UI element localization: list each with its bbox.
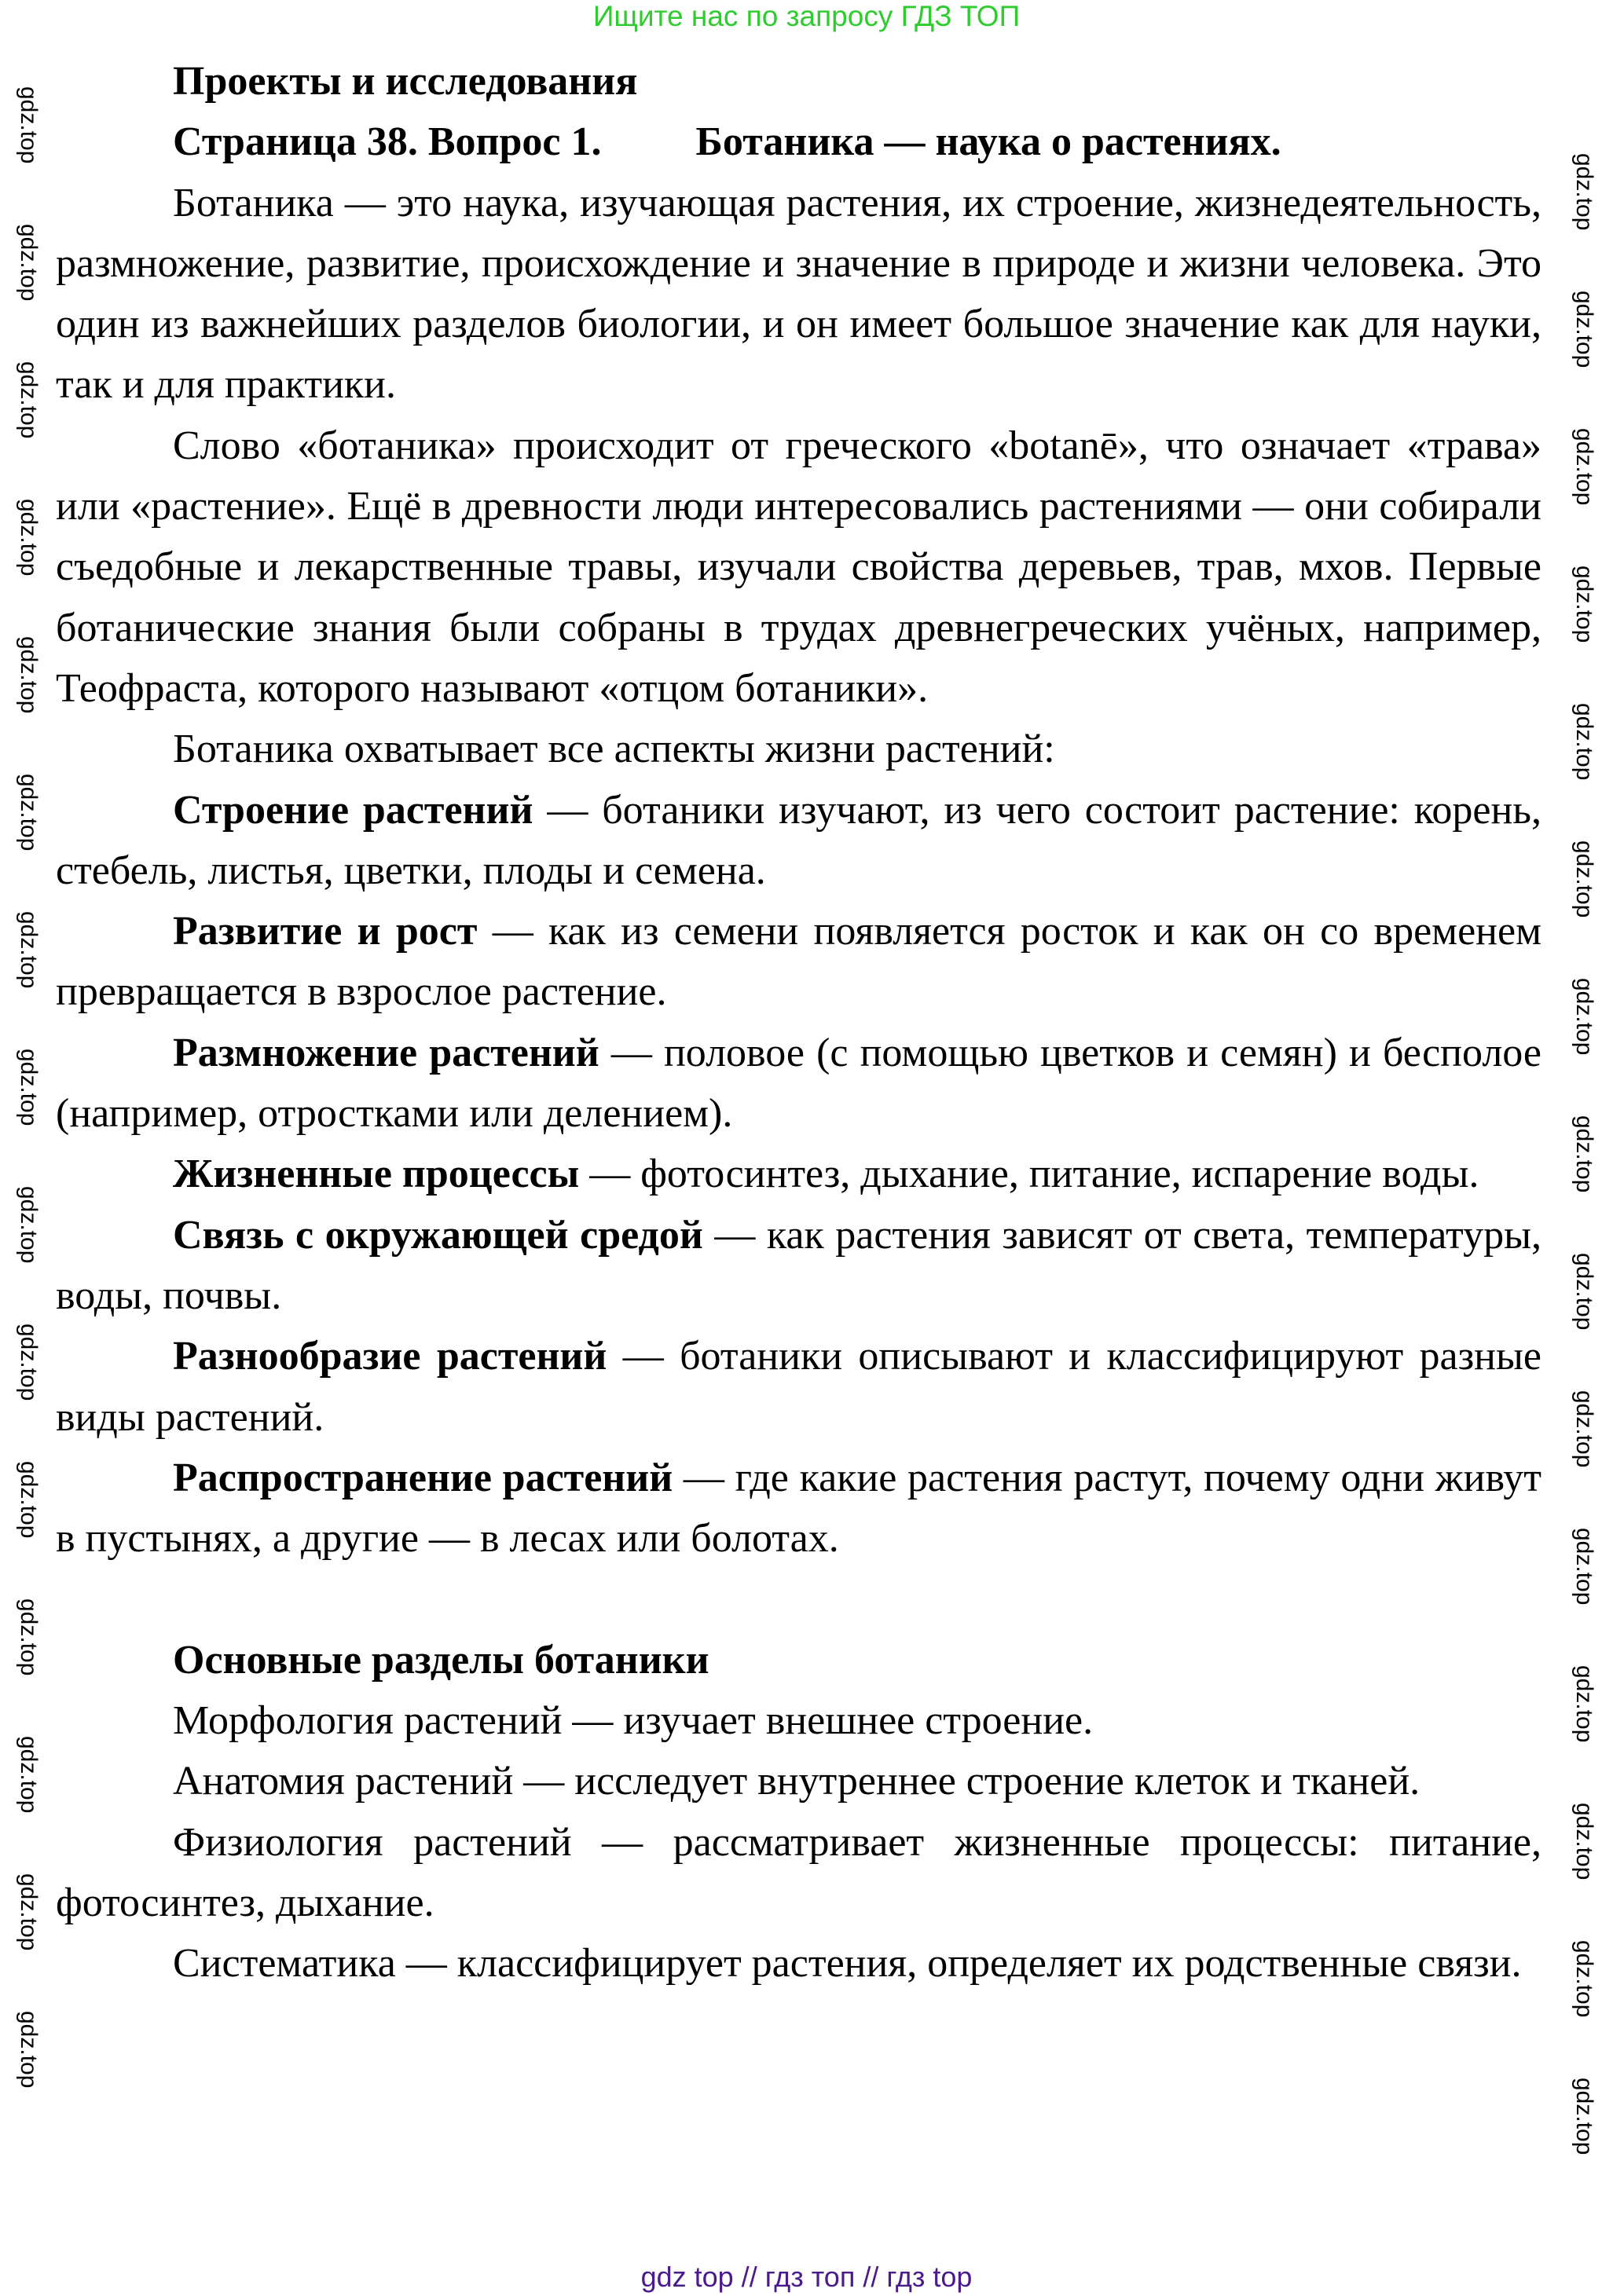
watermark: gdz.top [1571,1665,1597,1743]
section-item: Физиология растений — рассматривает жизненные процессы: питание, фотосинтез, дыхание. [56,1819,1542,1925]
aspect-text: — ботаники описывают и классифицируют разные виды растений. [56,1334,1542,1440]
watermark: gdz.top [16,86,42,164]
aspect-text: — фотосинтез, дыхание, питание, испарение воды. [579,1152,1479,1197]
aspect-text: — половое (с помощью цветков и семян) и бесполое (например, отростками или делением). [56,1030,1542,1137]
watermark: gdz.top [16,224,42,302]
aspect-item [56,1205,1542,1327]
watermark: gdz.top [16,1736,42,1814]
watermark: gdz.top [16,1049,42,1126]
watermark: gdz.top [1571,840,1597,918]
watermark: gdz.top [16,499,42,577]
section-item: Анатомия растений — исследует внутреннее строение клеток и тканей. [173,1759,1421,1804]
watermark: gdz.top [16,636,42,714]
watermark: gdz.top [1571,428,1597,506]
aspect-term: Жизненные процессы [173,1152,580,1197]
watermark: gdz.top [1571,978,1597,1056]
aspect-text: — где какие растения растут, почему одни живут в пустынях, а другие — в лесах или болотах. [56,1455,1542,1562]
watermark: gdz.top [1571,703,1597,781]
watermark: gdz.top [16,1461,42,1539]
section-item: Систематика — классифицирует растения, определяет их родственные связи. [173,1941,1522,1987]
aspect-term: Строение растений [173,787,533,833]
watermark: gdz.top [1571,1390,1597,1468]
watermark: gdz.top [1571,1803,1597,1880]
aspect-item [56,901,1542,1023]
watermark: gdz.top [1571,2078,1597,2155]
watermark: gdz.top [1571,153,1597,231]
watermark: gdz.top [16,361,42,439]
aspect-item [56,1144,1542,1204]
aspect-term: Связь с окружающей средой [173,1212,703,1258]
aspect-term: Распространение растений [173,1455,673,1500]
watermark: gdz.top [16,774,42,851]
watermark: gdz.top [1571,566,1597,643]
document-body [56,51,1542,1994]
aspect-item [56,1448,1542,1569]
spacer [56,1569,1542,1629]
watermark: gdz.top [16,911,42,989]
watermark: gdz.top [16,1186,42,1264]
section-item: Морфология растений — изучает внешнее строение. [173,1698,1094,1744]
search-banner[interactable]: Ищите нас по запросу ГДЗ ТОП [592,0,1021,32]
aspect-text: — как из семени появляется росток и как он со временем превращается в взрослое растение. [56,909,1542,1015]
aspect-text: — как растения зависят от света, температуры, воды, почвы. [56,1212,1542,1318]
watermark: gdz.top [16,1873,42,1951]
paragraph: Слово «ботаника» происходит от греческого «botanē», что означает «трава» или «растение». Ещё в древности люди интересовались растениями — они собирали съедобные и лекарственные травы, изучали свойства деревьев, трав, мхов. Первые ботанические знания были собраны в трудах древнегреческих учёных, например, Теофраста, которого называют «отцом ботаники». [56,423,1542,711]
watermark: gdz.top [1571,1528,1597,1606]
aspect-text: — ботаники изучают, из чего состоит растение: корень, стебель, листья, цветки, плоды и семена. [56,787,1542,893]
aspect-term: Развитие и рост [173,909,478,954]
paragraph: Ботаника — это наука, изучающая растения, их строение, жизнедеятельность, размножение, развитие, происхождение и значение в природе и жизни человека. Это один из важнейших разделов биологии, и он имеет большое значение как для науки, так и для практики. [56,180,1542,408]
footer-links[interactable]: gdz top // гдз топ // гдз top [640,2261,973,2293]
watermark: gdz.top [1571,291,1597,368]
watermark: gdz.top [16,1598,42,1676]
watermark: gdz.top [1571,1253,1597,1331]
aspect-term: Разнообразие растений [173,1334,607,1379]
aspect-item [56,1326,1542,1448]
aspect-term: Размножение растений [173,1030,599,1075]
aspect-item [56,1023,1542,1144]
question-topic: Ботаника — наука о растениях. [695,119,1281,165]
watermark: gdz.top [1571,1115,1597,1193]
watermark: gdz.top [16,1324,42,1401]
question-title [56,112,1542,172]
aspect-item [56,780,1542,902]
question-label: Страница 38. Вопрос 1. [173,119,602,165]
watermark: gdz.top [16,2011,42,2089]
sections-heading: Основные разделы ботаники [173,1637,709,1683]
paragraph: Ботаника охватывает все аспекты жизни растений: [173,727,1055,772]
watermark: gdz.top [1571,1940,1597,2018]
page-heading: Проекты и исследования [173,59,638,104]
